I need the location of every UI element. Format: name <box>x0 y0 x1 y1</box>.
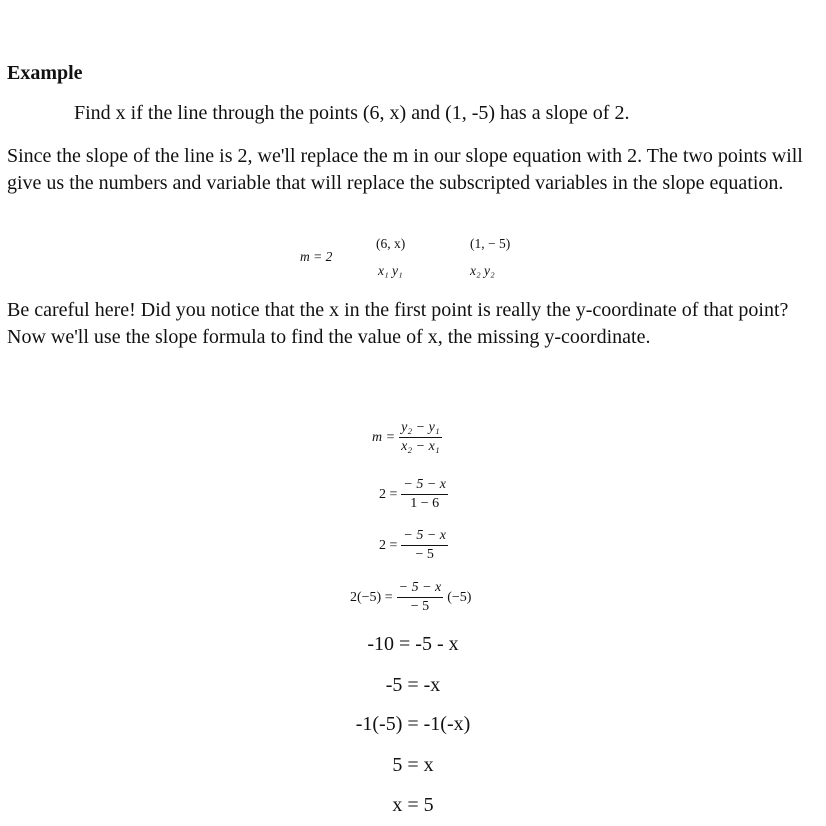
slope-value-label: m = 2 <box>300 249 333 264</box>
solution-step: -10 = -5 - x <box>367 633 459 655</box>
fraction <box>397 580 444 615</box>
simplified-equation <box>379 528 452 563</box>
fraction <box>401 477 448 512</box>
multiply-both-sides-equation <box>350 580 471 615</box>
fraction <box>399 420 442 455</box>
equation-multiplier: (−5) <box>447 589 472 605</box>
fraction <box>401 528 448 563</box>
problem-statement: Find x if the line through the points (6, x) and (1, -5) has a slope of 2. <box>74 102 630 124</box>
explanation-paragraph-1: Since the slope of the line is 2, we'll replace the m in our slope equation with 2. The two points will give us the numbers and variable that will replace the subscripted variables in the slope equation. <box>7 145 803 194</box>
solution-step: -5 = -x <box>385 674 441 696</box>
fraction-denominator: − 5 <box>410 599 430 614</box>
fraction-numerator: − 5 − x <box>401 528 448 546</box>
explanation-paragraph-2: Be careful here! Did you notice that the x in the first point is really the y-coordinate of that point? Now we'll use the slope formula to find the value of x, the missing y-coordinate. <box>7 299 789 348</box>
point-2-variable-labels: x₂ y₂ <box>470 263 495 278</box>
fraction-numerator: y₂ − y₁ <box>399 420 442 438</box>
example-heading: Example <box>7 62 83 84</box>
fraction-denominator: − 5 <box>415 547 434 562</box>
fraction-numerator: − 5 − x <box>401 477 448 495</box>
solution-step: -1(-5) = -1(-x) <box>355 713 471 735</box>
solution-step: 5 = x <box>392 754 434 776</box>
point-1-variable-labels: x₁ y₁ <box>378 263 403 278</box>
equation-lhs: 2 = <box>379 486 398 502</box>
fraction-numerator: − 5 − x <box>397 580 444 598</box>
equation-lhs: 2(−5) = <box>350 589 393 605</box>
fraction-denominator: x₂ − x₁ <box>401 439 440 454</box>
slope-formula-equation <box>372 420 446 455</box>
equation-lhs: 2 = <box>379 537 398 553</box>
point-2: (1, − 5) <box>470 236 511 251</box>
equation-lhs: m = <box>372 429 396 445</box>
substitution-equation <box>379 477 452 512</box>
fraction-denominator: 1 − 6 <box>410 496 440 511</box>
point-1: (6, x) <box>376 236 406 251</box>
final-answer: x = 5 <box>392 794 434 816</box>
